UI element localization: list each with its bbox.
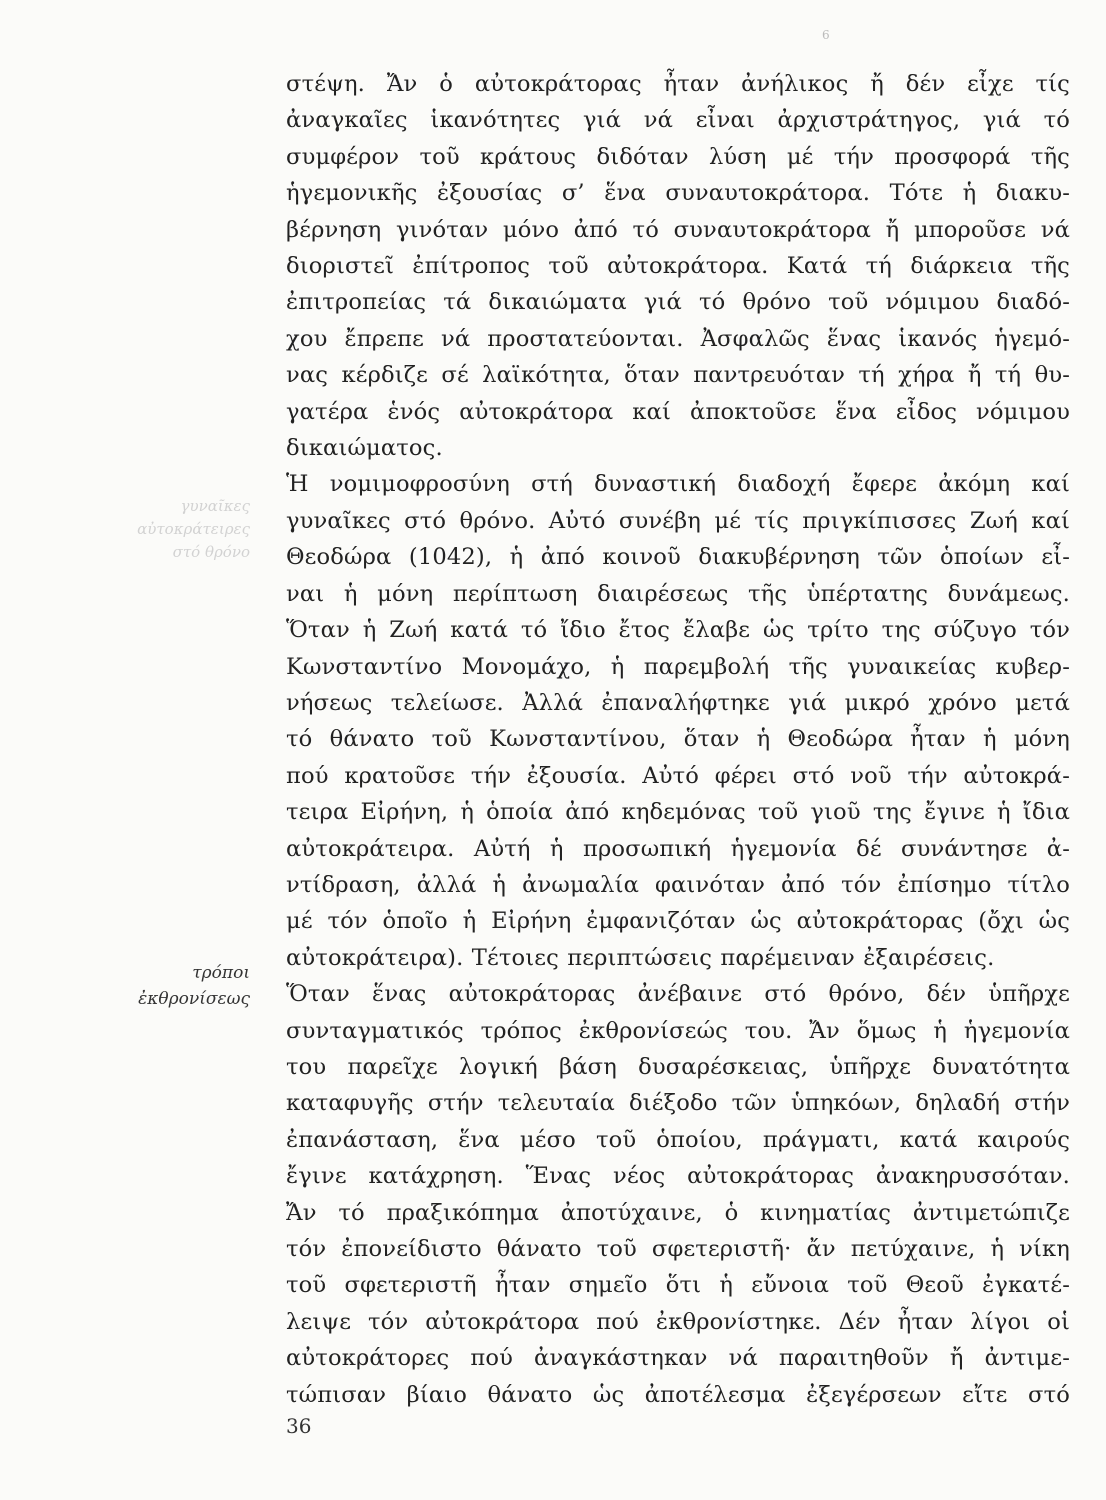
text-line: καταφυγῆς στήν τελευταία διέξοδο τῶν ὑπηκόων, δηλαδή στήν [286,1090,1070,1117]
text-line: τόν ἐπονείδιστο θάνατο τοῦ σφετεριστῆ· ἄν πετύχαινε, ἡ νίκη [286,1236,1070,1262]
text-line: γυναῖκες στό θρόνο. Αὐτό συνέβη μέ τίς πριγκίπισσες Ζωή καί [286,507,1070,534]
text-line: διοριστεῖ ἐπίτροπος τοῦ αὐτοκράτορα. Κατά τή διάρκεια τῆς [286,253,1070,280]
margin-note-line-1: τρόποι [192,963,250,983]
text-line: νας κέρδιζε σέ λαϊκότητα, ὅταν παντρευόταν τή χήρα ἤ τή θυ- [286,362,1070,389]
text-line: χου ἔπρεπε νά προστατεύονται. Ἀσφαλῶς ἕνας ἱκανός ἡγεμό- [286,325,1070,352]
text-line: ντίδραση, ἀλλά ἡ ἀνωμαλία φαινόταν ἀπό τόν ἐπίσημο τίτλο [286,871,1070,898]
text-line: ἀναγκαῖες ἱκανότητες γιά νά εἶναι ἀρχιστράτηγος, γιά τό [286,107,1070,134]
text-line: αὐτοκράτειρα. Αὐτή ἡ προσωπική ἡγεμονία δέ συνάντησε ἀ- [286,835,1070,862]
text-line: Ἄν τό πραξικόπημα ἀποτύχαινε, ὁ κινηματίας ἀντιμετώπιζε [286,1199,1070,1226]
text-line: πού κρατοῦσε τήν ἐξουσία. Αὐτό φέρει στό νοῦ τήν αὐτοκρά- [286,762,1070,789]
text-line: ἡγεμονικῆς ἐξουσίας σ’ ἕνα συναυτοκράτορα. Τότε ἡ διακυ- [286,180,1070,207]
margin-note-line-2: ἐκθρονίσεως [138,989,250,1009]
text-line: γατέρα ἑνός αὐτοκράτορα καί ἀποκτοῦσε ἕνα εἶδος νόμιμου [286,398,1070,425]
text-line: αὐτοκράτορες πού ἀναγκάστηκαν νά παραιτηθοῦν ἤ ἀντιμε- [286,1345,1070,1372]
text-line: συμφέρον τοῦ κράτους διδόταν λύση μέ τήν προσφορά τῆς [286,143,1070,170]
text-line: αὐτοκράτειρα). Τέτοιες περιπτώσεις παρέμειναν ἐξαιρέσεις. [286,944,995,971]
text-line: Ὅταν ἕνας αὐτοκράτορας ἀνέβαινε στό θρόνο, δέν ὑπῆρχε [286,981,1070,1008]
body-text [286,66,1070,1413]
text-line: νήσεως τελείωσε. Ἀλλά ἐπαναλήφτηκε γιά μικρό χρόνο μετά [286,689,1070,716]
text-line: του παρεῖχε λογική βάση δυσαρέσκειας, ὑπῆρχε δυνατότητα [286,1053,1070,1080]
page-number: 36 [286,1414,312,1438]
text-line: στέψη. Ἄν ὁ αὐτοκράτορας ἦταν ἀνήλικος ἤ δέν εἶχε τίς [286,71,1070,97]
text-line: τειρα Εἰρήνη, ἡ ὁποία ἀπό κηδεμόνας τοῦ γιοῦ της ἔγινε ἡ ἴδια [286,799,1070,826]
bleed-through-margin-note [110,495,250,564]
text-line: τοῦ σφετεριστῆ ἦταν σημεῖο ὅτι ἡ εὔνοια τοῦ Θεοῦ ἐγκατέ- [286,1272,1070,1299]
ghost-note-line-2: αὐτοκράτειρες [137,520,250,538]
text-line: βέρνηση γινόταν μόνο ἀπό τό συναυτοκράτορα ἤ μποροῦσε νά [286,216,1070,243]
text-line: ἐπανάσταση, ἕνα μέσο τοῦ ὁποίου, πράγματι, κατά καιρούς [286,1126,1070,1153]
margin-note [110,960,250,1012]
text-line: μέ τόν ὁποῖο ἡ Εἰρήνη ἐμφανιζόταν ὡς αὐτοκράτορας (ὄχι ὡς [286,908,1070,935]
text-line: ἐπιτροπείας τά δικαιώματα γιά τό θρόνο τοῦ νόμιμου διαδό- [286,289,1070,316]
ghost-note-line-3: στό θρόνο [172,543,250,561]
text-line: ἔγινε κατάχρηση. Ἕνας νέος αὐτοκράτορας ἀνακηρυσσόταν. [286,1163,1070,1190]
text-line: τό θάνατο τοῦ Κωνσταντίνου, ὅταν ἡ Θεοδώρα ἦταν ἡ μόνη [286,726,1070,753]
text-line: ναι ἡ μόνη περίπτωση διαιρέσεως τῆς ὑπέρτατης δυνάμεως. [286,580,1070,607]
bleed-through-mark: 6 [822,28,830,42]
text-line: Κωνσταντίνο Μονομάχο, ἡ παρεμβολή τῆς γυναικείας κυβερ- [286,653,1070,680]
text-line: τώπισαν βίαιο θάνατο ὡς ἀποτέλεσμα ἐξεγέρσεων εἴτε στό [286,1381,1070,1408]
text-line: Θεοδώρα (1042), ἡ ἀπό κοινοῦ διακυβέρνηση τῶν ὁποίων εἶ- [286,544,1070,571]
text-line: δικαιώματος. [286,435,443,462]
ghost-note-line-1: γυναῖκες [180,497,250,515]
text-line: Ἡ νομιμοφροσύνη στή δυναστική διαδοχή ἔφερε ἀκόμη καί [286,471,1070,498]
text-line: συνταγματικός τρόπος ἐκθρονίσεώς του. Ἄν ὅμως ἡ ἡγεμονία [286,1017,1070,1044]
text-line: λειψε τόν αὐτοκράτορα πού ἐκθρονίστηκε. Δέν ἦταν λίγοι οἱ [286,1308,1070,1335]
text-line: Ὅταν ἡ Ζωή κατά τό ἴδιο ἔτος ἔλαβε ὡς τρίτο της σύζυγο τόν [286,617,1070,644]
